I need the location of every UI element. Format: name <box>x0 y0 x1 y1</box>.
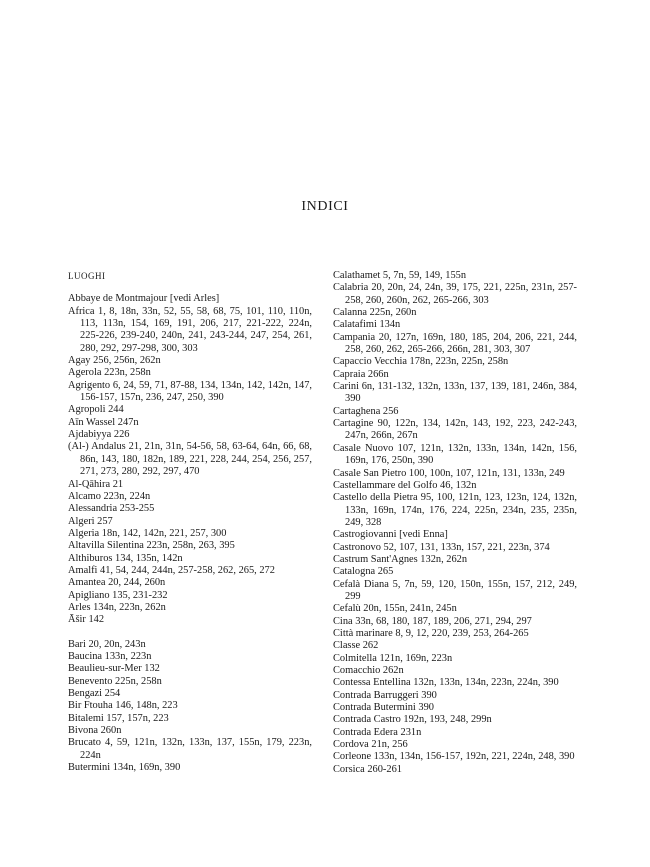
index-entry: Amantea 20, 244, 260n <box>68 577 166 589</box>
index-entry: Bitalemi 157, 157n, 223 <box>68 712 169 724</box>
index-entry: Castrum Sant'Agnes 132n, 262n <box>333 553 468 565</box>
index-entry: Alessandria 253-255 <box>68 503 155 515</box>
index-entry: Brucato 4, 59, 121n, 132n, 133n, 137, 155n, 179, 223n, 224n <box>68 737 312 761</box>
index-group-c <box>333 270 577 776</box>
index-entry: Cina 33n, 68, 180, 187, 189, 206, 271, 294, 297 <box>333 615 532 627</box>
index-entry: Butermini 134n, 169n, 390 <box>68 762 181 774</box>
page-title: INDICI <box>301 199 349 214</box>
index-entry: Cefalù 20n, 155n, 241n, 245n <box>333 603 457 615</box>
index-entry: (Al-) Andalus 21, 21n, 31n, 54-56, 58, 63-64, 64n, 66, 68, 86n, 143, 180, 182n, 189, 221, 228, 244, 254, 256, 257, 271, 273, 280, 292, 297, 470 <box>68 441 312 478</box>
index-entry: Casale San Pietro 100, 100n, 107, 121n, 131, 133n, 249 <box>333 467 565 479</box>
index-entry: Contessa Entellina 132n, 133n, 134n, 223n, 224n, 390 <box>333 677 559 689</box>
index-entry: Corsica 260-261 <box>333 763 402 775</box>
section-heading: LUOGHI <box>68 271 106 281</box>
index-entry: Cartagine 90, 122n, 134, 142n, 143, 192, 223, 242-243, 247n, 266n, 267n <box>333 418 577 442</box>
index-entry: Città marinare 8, 9, 12, 220, 239, 253, 264-265 <box>333 627 529 639</box>
index-entry: Algeri 257 <box>68 515 113 527</box>
index-entry: Contrada Barruggeri 390 <box>333 689 437 701</box>
index-entry: Aīn Wassel 247n <box>68 416 139 428</box>
letter-group-separator <box>68 627 312 639</box>
index-entry: Altavilla Silentina 223n, 258n, 263, 395 <box>68 540 235 552</box>
index-entry: Beaulieu-sur-Mer 132 <box>68 663 160 675</box>
index-entry: Calanna 225n, 260n <box>333 307 417 319</box>
index-entry: Amalfi 41, 54, 244, 244n, 257-258, 262, 265, 272 <box>68 564 275 576</box>
index-entry: Alcamo 223n, 224n <box>68 490 151 502</box>
index-entry: Catalogna 265 <box>333 566 394 578</box>
index-entry: Colmitella 121n, 169n, 223n <box>333 652 453 664</box>
index-entry: Al-Qāhira 21 <box>68 478 124 490</box>
index-entry: Classe 262 <box>333 640 379 652</box>
index-entry: Calathamet 5, 7n, 59, 149, 155n <box>333 270 467 281</box>
index-entry: Apigliano 135, 231-232 <box>68 589 168 601</box>
index-entry: Agerola 223n, 258n <box>68 367 151 379</box>
index-entry: Calabria 20, 20n, 24, 24n, 39, 175, 221, 225n, 231n, 257-258, 260, 260n, 262, 265-266, 303 <box>333 282 577 306</box>
index-entry: Āšir 142 <box>68 614 105 626</box>
index-entry: Contrada Castro 192n, 193, 248, 299n <box>333 714 492 726</box>
index-entry: Bivona 260n <box>68 725 122 737</box>
index-entry: Baucina 133n, 223n <box>68 650 152 662</box>
index-entry: Capraia 266n <box>333 368 389 380</box>
index-entry: Contrada Butermini 390 <box>333 702 435 714</box>
index-entry: Comacchio 262n <box>333 665 404 676</box>
index-entry: Algeria 18n, 142, 142n, 221, 257, 300 <box>68 527 227 539</box>
index-entry: Campania 20, 127n, 169n, 180, 185, 204, 206, 221, 244, 258, 260, 262, 265-266, 266n, 281, 303, 307 <box>333 331 577 356</box>
index-entry: Cordova 21n, 256 <box>333 739 408 751</box>
index-entry: Agrigento 6, 24, 59, 71, 87-88, 134, 134n, 142, 142n, 147, 156-157, 157n, 236, 247, 250, 390 <box>68 379 312 404</box>
index-entry: Africa 1, 8, 18n, 33n, 52, 55, 58, 68, 75, 101, 110, 110n, 113, 113n, 154, 169, 191, 206, 217, 221-222, 224n, 225-226, 239-240, 240n, 241, 243-244, 247, 254, 261, 280, 292, 297-298, 300, 303 <box>68 305 312 354</box>
index-entry: Bir Ftouha 146, 148n, 223 <box>68 700 178 712</box>
index-entry: Agay 256, 256n, 262n <box>68 355 161 367</box>
index-column-left <box>68 270 312 774</box>
index-entry: Agropoli 244 <box>68 404 124 416</box>
index-entry: Ajdabiyya 226 <box>68 429 130 441</box>
index-entry: Cartaghena 256 <box>333 405 399 417</box>
index-group-a <box>68 293 312 626</box>
index-entry: Castrogiovanni [vedi Enna] <box>333 529 448 541</box>
index-entry: Castellammare del Golfo 46, 132n <box>333 479 477 491</box>
index-entry: Contrada Edera 231n <box>333 726 422 738</box>
index-column-right <box>333 270 577 776</box>
index-entry: Capaccio Vecchia 178n, 223n, 225n, 258n <box>333 356 509 368</box>
index-entry: Benevento 225n, 258n <box>68 675 162 687</box>
index-entry: Althiburos 134, 135n, 142n <box>68 552 183 564</box>
index-entry: Castello della Pietra 95, 100, 121n, 123, 123n, 124, 132n, 133n, 169n, 174n, 176, 224, 225n, 234n, 235, 235n, 249, 328 <box>333 492 577 528</box>
index-entry: Corleone 133n, 134n, 156-157, 192n, 221, 224n, 248, 390 <box>333 751 575 763</box>
index-entry: Abbaye de Montmajour [vedi Arles] <box>68 293 220 305</box>
index-entry: Carini 6n, 131-132, 132n, 133n, 137, 139, 181, 246n, 384, 390 <box>333 381 577 405</box>
index-entry: Calatafimi 134n <box>333 319 401 331</box>
index-entry: Cefalà Diana 5, 7n, 59, 120, 150n, 155n, 157, 212, 249, 299 <box>333 578 577 602</box>
index-entry: Castronovo 52, 107, 131, 133n, 157, 221, 223n, 374 <box>333 541 550 553</box>
index-group-b <box>68 639 312 775</box>
index-entry: Bari 20, 20n, 243n <box>68 638 146 650</box>
index-entry: Bengazi 254 <box>68 688 121 699</box>
index-entry: Casale Nuovo 107, 121n, 132n, 133n, 134n, 142n, 156, 169n, 176, 250n, 390 <box>333 442 577 467</box>
index-entry: Arles 134n, 223n, 262n <box>68 601 166 613</box>
